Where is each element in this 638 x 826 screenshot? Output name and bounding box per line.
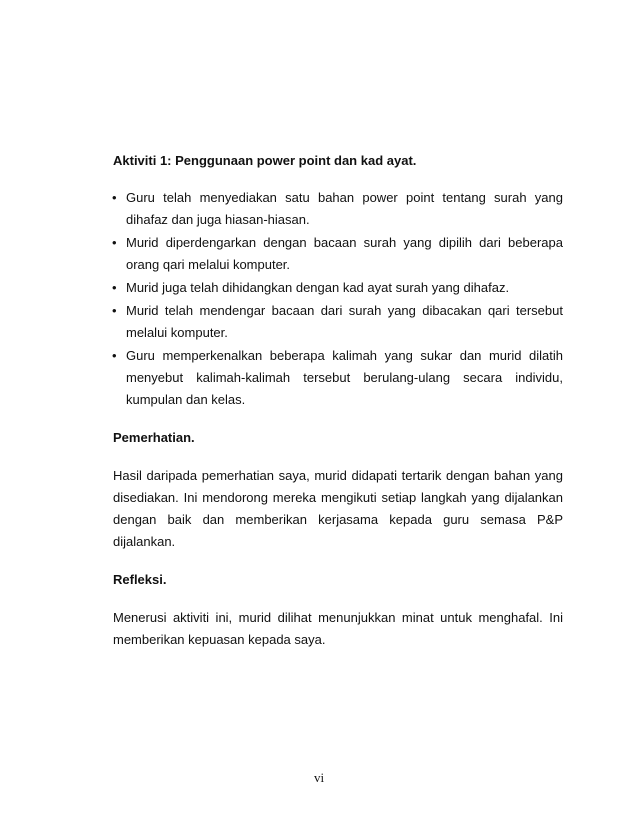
list-item-text: Murid diperdengarkan dengan bacaan surah yang dipilih dari beberapa orang qari melalui komputer. [126, 235, 563, 272]
list-item-text: Guru telah menyediakan satu bahan power point tentang surah yang dihafaz dan juga hiasan-hiasan. [126, 190, 563, 227]
reflection-paragraph: Menerusi aktiviti ini, murid dilihat menunjukkan minat untuk menghafal. Ini memberikan kepuasan kepada saya. [113, 610, 563, 647]
list-item-text: Murid juga telah dihidangkan dengan kad ayat surah yang dihafaz. [126, 280, 510, 295]
list-item [113, 187, 563, 231]
bullet-icon: • [112, 280, 117, 295]
list-item [113, 345, 563, 411]
bullet-icon: • [112, 303, 117, 318]
observation-heading: Pemerhatian. [113, 430, 195, 445]
bullet-icon: • [112, 235, 117, 250]
list-item [113, 300, 563, 344]
page-content [113, 150, 563, 651]
observation-paragraph: Hasil daripada pemerhatian saya, murid didapati tertarik dengan bahan yang disediakan. Ini mendorong mereka mengikuti setiap langkah yang dijalankan dengan baik dan memberikan kerjasama kepada guru semasa P&P dijalankan. [113, 468, 563, 549]
list-item [113, 277, 563, 299]
bullet-icon: • [112, 190, 117, 205]
list-item-text: Guru memperkenalkan beberapa kalimah yang sukar dan murid dilatih menyebut kalimah-kalimah tersebut berulang-ulang secara individu, kumpulan dan kelas. [126, 348, 563, 407]
activity-heading: Aktiviti 1: Penggunaan power point dan kad ayat. [113, 153, 417, 168]
list-item-text: Murid telah mendengar bacaan dari surah yang dibacakan qari tersebut melalui komputer. [126, 303, 563, 340]
list-item [113, 232, 563, 276]
bullet-icon: • [112, 348, 117, 363]
reflection-heading: Refleksi. [113, 572, 167, 587]
page-number: vi [313, 770, 325, 785]
activity-list [113, 187, 563, 411]
